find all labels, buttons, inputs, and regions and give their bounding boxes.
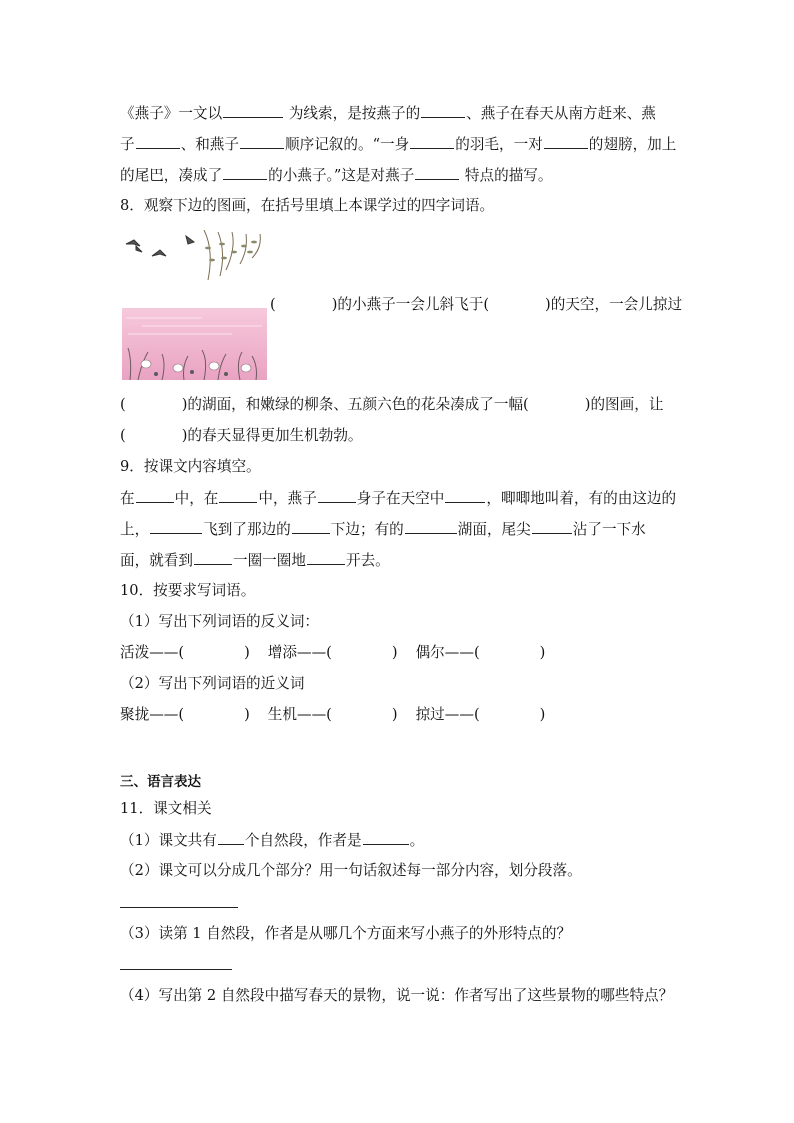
word-prompt: 聚拢——( xyxy=(120,706,185,723)
text: 特点的描写。 xyxy=(464,167,553,184)
q11-sub-4: （4）写出第 2 自然段中描写春天的景物，说一说：作者写出了这些景物的哪些特点？ xyxy=(120,987,674,1004)
paren-close: ) xyxy=(539,706,546,723)
text: 飞到了那边的 xyxy=(203,521,291,538)
q9-title: 9．按课文内容填空。 xyxy=(120,458,261,475)
lake-flowers-picture xyxy=(122,308,267,380)
text: 面，就看到 xyxy=(120,552,193,569)
word-prompt: 生机——( xyxy=(267,706,332,723)
q10-sub-1: （1）写出下列词语的反义词： xyxy=(120,613,320,630)
blank[interactable] xyxy=(219,488,257,503)
q8-title: 8．观察下边的图画，在括号里填上本课学过的四字词语。 xyxy=(120,197,495,214)
word-prompt: 增添——( xyxy=(267,644,332,661)
q7-line-2 xyxy=(120,134,676,155)
text: 中，在 xyxy=(174,490,219,507)
text: )的春天显得更加生机勃勃。 xyxy=(181,427,363,444)
text: 为线索，是按燕子的 xyxy=(288,105,421,122)
text: ，唧唧地叫着，有的由这边的 xyxy=(486,490,677,507)
q11-sub-3: （3）读第 1 自然段，作者是从哪几个方面来写小燕子的外形特点的？ xyxy=(120,925,572,942)
q9-line-1 xyxy=(120,488,676,509)
text: 中，燕子 xyxy=(258,490,317,507)
q10-sub-2: （2）写出下列词语的近义词 xyxy=(120,675,305,692)
text: 下边；有的 xyxy=(330,521,404,538)
q7-line-3 xyxy=(120,165,553,186)
text: 开去。 xyxy=(345,552,390,569)
paren-close: ) xyxy=(244,644,250,661)
blank[interactable] xyxy=(445,488,485,503)
blank[interactable] xyxy=(223,165,267,180)
q9-line-3 xyxy=(120,550,390,571)
text: 顺序记叙的。“一身 xyxy=(285,136,410,153)
q11-sub-2: （2）课文可以分成几个部分？用一句话叙述每一部分内容，划分段落。 xyxy=(120,862,582,879)
swallow-willow-picture xyxy=(122,230,268,282)
blank[interactable] xyxy=(318,488,356,503)
answer-line[interactable] xyxy=(120,969,232,970)
text: 在 xyxy=(120,490,135,507)
q11-title: 11．课文相关 xyxy=(120,800,212,817)
text: )的天空，一会儿掠过 xyxy=(545,296,683,313)
text: 个自然段，作者是 xyxy=(244,832,362,849)
text: 一圈一圈地 xyxy=(232,552,306,569)
text: 的小燕子。”这是对燕子 xyxy=(268,167,415,184)
blank[interactable] xyxy=(136,488,174,503)
blank[interactable] xyxy=(218,830,244,845)
q7-line-1 xyxy=(120,103,656,124)
blank[interactable] xyxy=(544,134,588,149)
section-title: 三、语言表达 xyxy=(120,774,201,790)
text: 沾了一下水 xyxy=(572,521,646,538)
blank[interactable] xyxy=(223,103,283,118)
text: 子 xyxy=(120,136,135,153)
text: 的羽毛，一对 xyxy=(455,136,543,153)
q8-row-3 xyxy=(120,426,363,446)
blank[interactable] xyxy=(150,519,202,534)
text: ( xyxy=(270,296,276,313)
blank[interactable] xyxy=(292,519,330,534)
text: 、燕子在春天从南方赶来、燕 xyxy=(466,105,656,122)
text: 、和燕子 xyxy=(180,136,239,153)
text: 的尾巴，凑成了 xyxy=(120,167,223,184)
word-prompt: 偶尔——( xyxy=(415,644,480,661)
blank[interactable] xyxy=(307,550,345,565)
antonym-row xyxy=(120,643,545,663)
blank[interactable] xyxy=(240,134,284,149)
blank[interactable] xyxy=(532,519,572,534)
paren-close: ) xyxy=(539,644,546,661)
synonym-row xyxy=(120,705,545,725)
text: 。 xyxy=(409,832,425,849)
q9-line-2 xyxy=(120,519,646,540)
text: （1）课文共有 xyxy=(120,832,217,849)
blank[interactable] xyxy=(415,165,459,180)
answer-line[interactable] xyxy=(120,907,238,908)
paren-close: ) xyxy=(391,706,398,723)
text: 的翅膀，加上 xyxy=(588,136,677,153)
q11-sub-1 xyxy=(120,830,424,851)
blank[interactable] xyxy=(405,519,457,534)
word-prompt: 掠过——( xyxy=(415,706,480,723)
blank[interactable] xyxy=(136,134,180,149)
text: ( xyxy=(120,427,126,444)
blank[interactable] xyxy=(363,830,409,845)
q8-row-1 xyxy=(270,295,682,315)
blank[interactable] xyxy=(421,103,465,118)
text: )的湖面，和嫩绿的柳条、五颜六色的花朵凑成了一幅( xyxy=(181,396,529,413)
text: ( xyxy=(120,396,126,413)
text: )的小燕子一会儿斜飞于( xyxy=(331,296,490,313)
q8-row-2 xyxy=(120,395,663,415)
text: 《燕子》一文以 xyxy=(120,105,223,122)
text: 身子在天空中 xyxy=(356,490,445,507)
text: 湖面，尾尖 xyxy=(457,521,531,538)
blank[interactable] xyxy=(194,550,232,565)
paren-close: ) xyxy=(244,706,250,723)
word-prompt: 活泼——( xyxy=(120,644,185,661)
q10-title: 10．按要求写词语。 xyxy=(120,582,256,599)
paren-close: ) xyxy=(391,644,398,661)
text: 上， xyxy=(120,521,150,538)
blank[interactable] xyxy=(410,134,454,149)
text: )的图画，让 xyxy=(584,396,664,413)
